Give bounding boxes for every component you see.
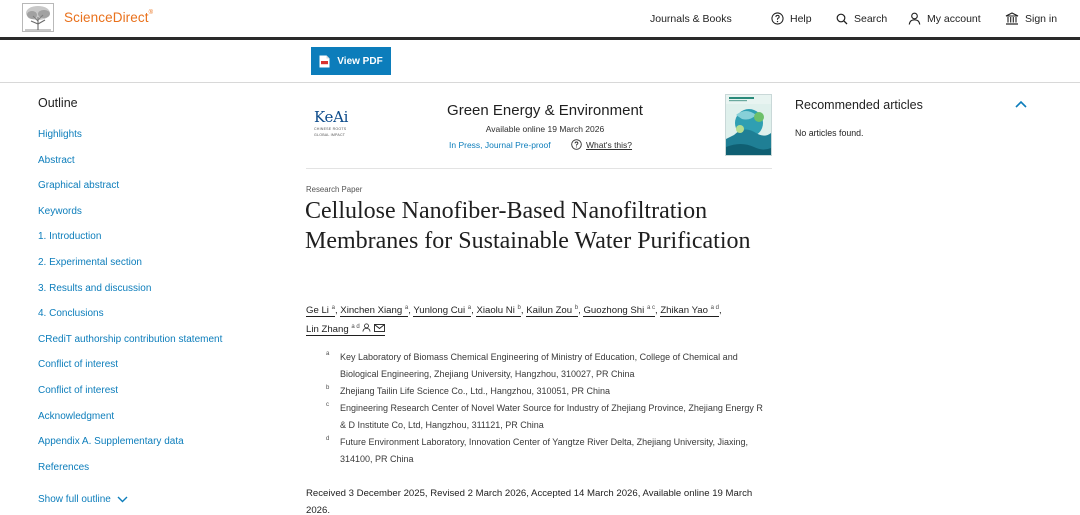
- author-affiliation-mark: a c: [646, 305, 655, 311]
- nav-journals-books[interactable]: [650, 0, 732, 37]
- outline-item-introduction[interactable]: 1. Introduction: [38, 231, 102, 243]
- view-pdf-label[interactable]: View PDF: [337, 55, 383, 67]
- affiliation-text: Engineering Research Center of Novel Water Source for Industry of Zhejiang Province, Zhejiang Energy R & D Institute Co, Ltd, Hangzhou, 311121, PR China: [340, 403, 763, 430]
- author-name[interactable]: Xiaolu Ni: [476, 305, 515, 317]
- outline-item-experimental-section[interactable]: 2. Experimental section: [38, 256, 142, 268]
- outline-title: Outline: [38, 96, 78, 110]
- affiliation-mark: b: [326, 385, 330, 391]
- author-name[interactable]: Ge Li: [306, 305, 329, 317]
- institution-icon: [1005, 12, 1019, 25]
- outline-item-abstract[interactable]: Abstract: [38, 154, 75, 166]
- journal-available-date: Available online 19 March 2026: [485, 124, 605, 134]
- author-name[interactable]: Yunlong Cui: [413, 305, 466, 317]
- author-affiliation-mark: a: [331, 305, 335, 311]
- recommended-articles-title: Recommended articles: [795, 98, 923, 112]
- author-link[interactable]: [526, 305, 578, 317]
- affiliation-item: [326, 349, 766, 383]
- affiliation-mark: d: [326, 436, 330, 442]
- outline-item-conflict-of-interest-2[interactable]: Conflict of interest: [38, 384, 119, 396]
- author-link[interactable]: [660, 305, 719, 317]
- recommended-empty-message: No articles found.: [795, 128, 864, 138]
- author-link[interactable]: [413, 305, 471, 317]
- nav-my-account[interactable]: [908, 0, 981, 37]
- nav-my-account-label[interactable]: My account: [927, 12, 981, 25]
- affiliation-mark: a: [326, 351, 330, 357]
- journal-preproof-link[interactable]: In Press, Journal Pre-proof: [449, 140, 551, 150]
- nav-search[interactable]: [836, 0, 887, 37]
- elsevier-tree-logo[interactable]: [22, 3, 54, 32]
- search-icon: [836, 13, 848, 25]
- outline-list: [38, 129, 222, 487]
- article-history-dates: Received 3 December 2025, Revised 2 March 2026, Accepted 14 March 2026, Available online 19 March 2026.: [306, 488, 753, 515]
- show-full-outline-button[interactable]: [38, 494, 128, 505]
- author-link-corresponding[interactable]: [306, 324, 385, 336]
- nav-search-label[interactable]: Search: [854, 12, 888, 25]
- nav-journals-books-label[interactable]: Journals & Books: [650, 12, 732, 25]
- keai-publisher-logo[interactable]: [314, 108, 358, 137]
- outline-item-acknowledgment[interactable]: Acknowledgment: [38, 410, 115, 422]
- article-type: Research Paper: [306, 185, 363, 194]
- outline-item-appendix-a[interactable]: Appendix A. Supplementary data: [38, 436, 184, 448]
- author-affiliation-mark: a d: [710, 305, 719, 311]
- author-affiliation-mark: b: [517, 305, 521, 311]
- envelope-icon[interactable]: [374, 324, 385, 332]
- journal-title[interactable]: Green Energy & Environment: [447, 102, 643, 119]
- affiliation-text: Future Environment Laboratory, Innovation Center of Yangtze River Delta, Zhejiang University, Jiaxing, 314100, PR China: [340, 437, 749, 464]
- keai-logo-text: KeAi: [314, 108, 349, 126]
- person-icon: [362, 323, 371, 332]
- site-header: [0, 0, 1080, 37]
- author-name[interactable]: Guozhong Shi: [583, 305, 645, 317]
- journal-cover-image[interactable]: [725, 94, 772, 156]
- author-name[interactable]: Xinchen Xiang: [340, 305, 403, 317]
- affiliation-item: [326, 383, 766, 400]
- keai-tagline-2: GLOBAL IMPACT: [314, 132, 346, 137]
- nav-sign-in-label[interactable]: Sign in: [1025, 12, 1058, 25]
- help-icon: [771, 12, 784, 25]
- author-affiliation-mark: a: [467, 305, 472, 311]
- article-title: Cellulose Nanofiber-Based Nanofiltration Membranes for Sustainable Water Purification: [305, 198, 751, 254]
- brand-name[interactable]: ScienceDirect: [64, 10, 149, 25]
- nav-sign-in[interactable]: [1005, 0, 1057, 37]
- sciencedirect-brand[interactable]: [64, 10, 153, 25]
- author-name[interactable]: Lin Zhang: [306, 324, 349, 336]
- outline-item-conclusions[interactable]: 4. Conclusions: [38, 308, 104, 320]
- whats-this-button[interactable]: [571, 139, 632, 150]
- author-list: Ge Li $^a$, Xinchen Xiang $^a$, Yunlong Cui $^a$, Xiaolu Ni $^b$, Kailun Zou $^b$, Guozhong Shi $^{a c}$, Zhikan Yao $^{a d}$, Lin Zhang $^{a d}$: [306, 305, 722, 336]
- author-link[interactable]: [583, 305, 655, 317]
- person-icon: [908, 12, 921, 25]
- journal-cover-art: [726, 95, 772, 156]
- outline-item-highlights[interactable]: Highlights: [38, 129, 82, 140]
- outline-item-conflict-of-interest[interactable]: Conflict of interest: [38, 359, 119, 371]
- author-link[interactable]: [306, 305, 335, 317]
- affiliation-item: [326, 434, 766, 468]
- journal-divider: [306, 168, 772, 169]
- affiliation-item: [326, 400, 766, 434]
- outline-item-credit-statement[interactable]: CRediT authorship contribution statement: [38, 333, 223, 345]
- outline-item-references[interactable]: References: [38, 461, 90, 473]
- nav-help[interactable]: [771, 0, 812, 37]
- article-toolbar: [0, 40, 1080, 83]
- author-link[interactable]: [340, 305, 408, 317]
- question-circle-icon: [571, 139, 582, 150]
- affiliation-text: Key Laboratory of Biomass Chemical Engineering of Ministry of Education, College of Chemical and Biological Engineering, Zhejiang University, Hangzhou, 310027, PR China: [340, 352, 738, 379]
- view-pdf-button[interactable]: [311, 47, 391, 75]
- pdf-icon: [319, 55, 330, 68]
- author-link[interactable]: [476, 305, 520, 317]
- keai-tagline-1: CHINESE ROOTS: [314, 127, 347, 131]
- author-affiliation-mark: b: [574, 305, 579, 311]
- author-name[interactable]: Kailun Zou: [526, 305, 573, 317]
- affiliation-mark: c: [326, 402, 329, 408]
- affiliation-list: [326, 349, 766, 468]
- outline-item-results-discussion[interactable]: 3. Results and discussion: [38, 282, 152, 294]
- show-full-outline-label[interactable]: Show full outline: [38, 494, 111, 505]
- author-name[interactable]: Zhikan Yao: [660, 305, 708, 317]
- outline-item-keywords[interactable]: Keywords: [38, 205, 82, 217]
- whats-this-label[interactable]: What's this?: [586, 139, 633, 150]
- chevron-down-icon: [117, 496, 128, 503]
- outline-item-graphical-abstract[interactable]: Graphical abstract: [38, 180, 120, 192]
- author-affiliation-mark: a: [404, 305, 409, 311]
- brand-registered-mark: ®: [148, 10, 154, 16]
- nav-help-label[interactable]: Help: [790, 12, 812, 25]
- chevron-up-icon[interactable]: [1014, 99, 1028, 109]
- author-affiliation-mark: a d: [351, 324, 360, 331]
- affiliation-text: Zhejiang Tailin Life Science Co., Ltd., Hangzhou, 310051, PR China: [340, 386, 611, 396]
